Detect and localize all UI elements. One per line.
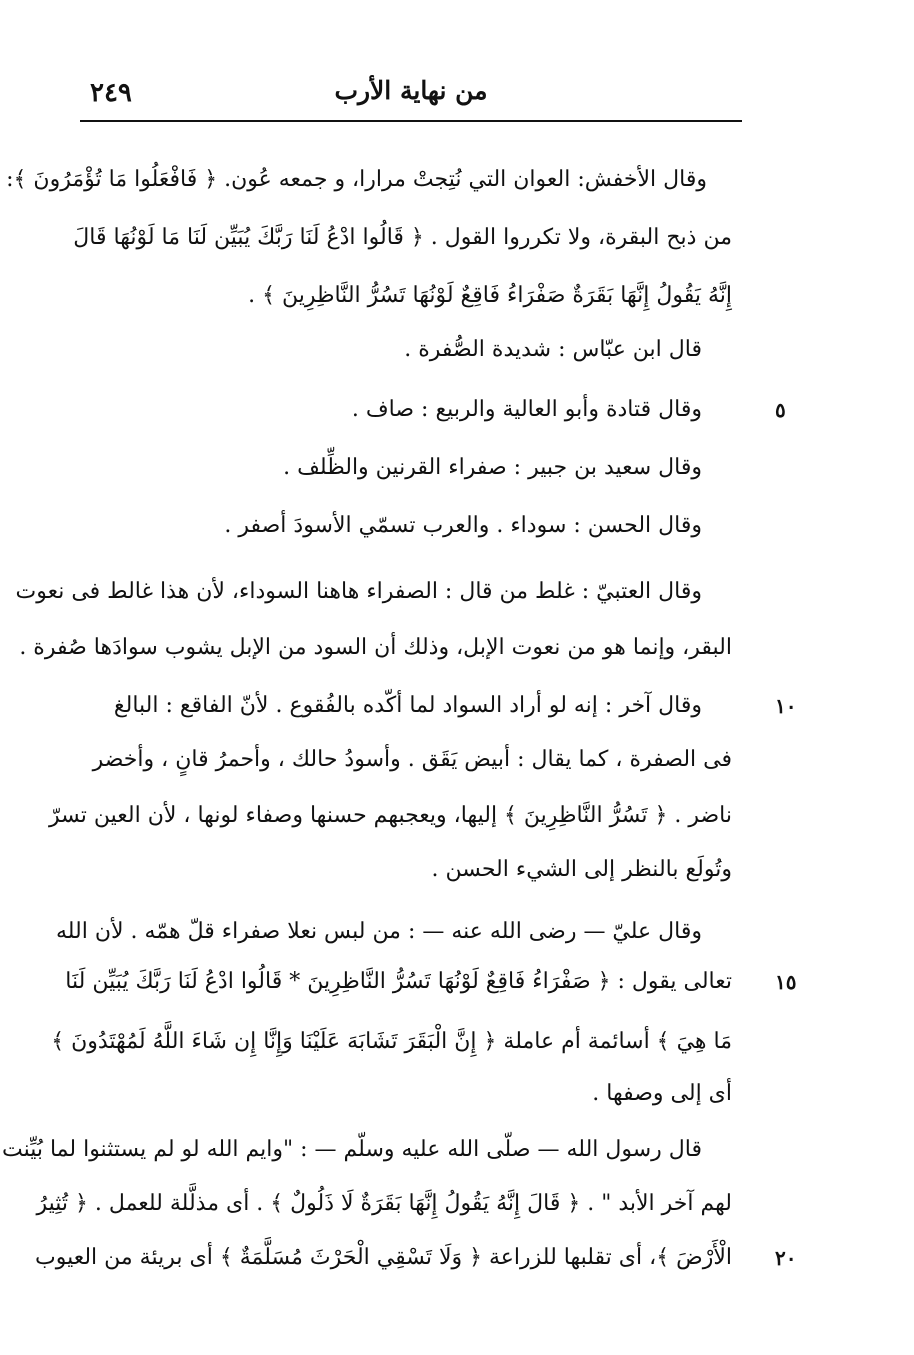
text-line: تعالى يقول : ﴿ صَفْرَاءُ فَاقِعٌ لَوْنُهَا تَسُرُّ النَّاظِرِينَ * قَالُوا ادْعُ لَنَا رَبَّكَ يُبَيِّن لَنَا	[65, 969, 732, 994]
line-number: ١٠	[775, 694, 797, 718]
text-line: وتُولَع بالنظر إلى الشيء الحسن .	[431, 857, 732, 882]
text-line: وقال الحسن : سوداء . والعرب تسمّي الأسودَ أصفر .	[224, 513, 702, 538]
text-line: من ذبح البقرة، ولا تكرروا القول . ﴿ قَالُوا ادْعُ لَنَا رَبَّكَ يُبَيِّن لَنَا مَا لَوْنُهَا قَالَ	[73, 225, 732, 250]
text-line: ناضر . ﴿ تَسُرُّ النَّاظِرِينَ ﴾ إليها، ويعجبهم حسنها وصفاء لونها ، لأن العين تسرّ	[49, 803, 732, 828]
text-line: وقال قتادة وأبو العالية والربيع : صاف .	[351, 397, 702, 422]
text-line: وقال عليّ — رضى الله عنه — : من لبس نعلا صفراء قلّ همّه . لأن الله	[55, 919, 702, 944]
text-line: وقال سعيد بن جبير : صفراء القرنين والظِّلف .	[283, 455, 702, 480]
line-number: ١٥	[775, 970, 797, 994]
text-line: وقال الأخفش: العوان التي نُتِجتْ مرارا، و جمعه عُون. ﴿ فَافْعَلُوا مَا تُؤْمَرُونَ ﴾:	[6, 167, 707, 192]
text-line: أى إلى وصفها .	[592, 1081, 732, 1106]
text-line: قال ابن عبّاس : شديدة الصُّفرة .	[404, 337, 702, 362]
line-number: ٢٠	[775, 1246, 797, 1270]
text-line: مَا هِيَ ﴾ أسائمة أم عاملة ﴿ إِنَّ الْبَقَرَ تَشَابَهَ عَلَيْنَا وَإِنَّا إِن شَاءَ اللَّهُ لَمُهْتَدُونَ ﴾	[51, 1029, 732, 1054]
text-line: الْأَرْضَ ﴾، أى تقلبها للزراعة ﴿ وَلَا تَسْقِي الْحَرْثَ مُسَلَّمَةٌ ﴾ أى بريئة من العيوب	[35, 1245, 732, 1270]
page-number: ٢٤٩	[90, 78, 132, 108]
text-line: قال رسول الله — صلّى الله عليه وسلّم — : "وايم الله لو لم يستثنوا لما بُيِّنت	[1, 1137, 702, 1162]
page-header	[80, 70, 742, 122]
line-number: ٥	[775, 398, 786, 422]
text-line: فى الصفرة ، كما يقال : أبيض يَقَق . وأسودُ حالك ، وأحمرُ قانٍ ، وأخضر	[92, 747, 732, 772]
text-line: إِنَّهُ يَقُولُ إِنَّهَا بَقَرَةٌ صَفْرَاءُ فَاقِعٌ لَوْنُهَا تَسُرُّ النَّاظِرِينَ ﴾ .	[248, 283, 732, 308]
text-line: لهم آخر الأبد " . ﴿ قَالَ إِنَّهُ يَقُولُ إِنَّهَا بَقَرَةٌ لَا ذَلُولٌ ﴾ . أى مذلَّلة للعمل . ﴿ تُثِيرُ	[36, 1191, 732, 1216]
text-line: البقر، وإنما هو من نعوت الإبل، وذلك أن السود من الإبل يشوب سوادَها صُفرة .	[19, 635, 732, 660]
text-line: وقال العتبيّ : غلط من قال : الصفراء هاهنا السوداء، لأن هذا غالط فى نعوت	[15, 579, 702, 604]
text-line: وقال آخر : إنه لو أراد السواد لما أكّده بالفُقوع . لأنّ الفاقع : البالغ	[113, 693, 702, 718]
running-title: من نهاية الأرب	[334, 76, 488, 105]
